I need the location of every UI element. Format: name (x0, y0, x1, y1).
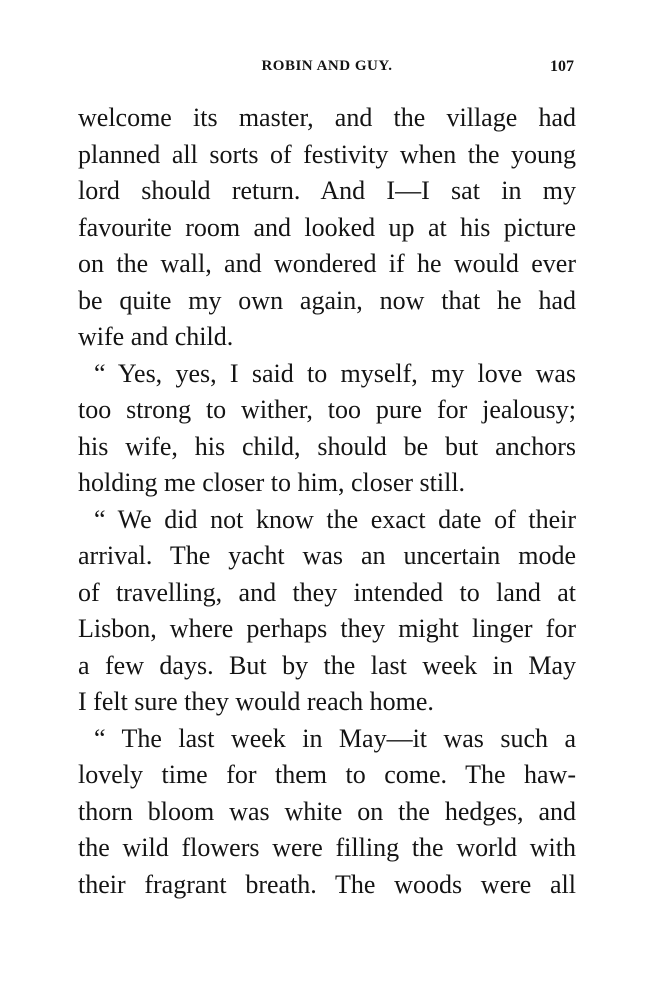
text-line: I felt sure they would reach home. (78, 687, 434, 716)
paragraph-3 (78, 502, 576, 721)
body-text (78, 100, 576, 903)
text-line: a few days. But by the last week in May (78, 650, 576, 680)
running-head (78, 58, 576, 82)
text-line: the wild flowers were filling the world with (78, 833, 576, 862)
text-line: on the wall, and wondered if he would ever (78, 249, 576, 278)
text-line: wife and child. (78, 322, 234, 351)
page-number: 107 (550, 58, 574, 75)
text-line: “ We did not know the exact date of their (94, 504, 576, 534)
text-line: “ The last week in May—it was such a (94, 723, 576, 753)
paragraph-1 (78, 100, 576, 356)
text-line: his wife, his child, should be but anchors (78, 431, 576, 461)
paragraph-2 (78, 356, 576, 502)
text-line: welcome its master, and the village had (78, 103, 576, 132)
text-line: of travelling, and they intended to land at (78, 577, 576, 607)
running-title: ROBIN AND GUY. (261, 58, 393, 74)
paragraph-4 (78, 721, 576, 904)
text-line: planned all sorts of festivity when the young (78, 139, 576, 169)
text-line: thorn bloom was white on the hedges, and (78, 796, 576, 826)
text-line: arrival. The yacht was an uncertain mode (78, 541, 576, 570)
text-line: their fragrant breath. The woods were all (78, 869, 576, 899)
text-line: favourite room and looked up at his picture (78, 212, 576, 242)
text-line: Lisbon, where perhaps they might linger for (78, 614, 576, 643)
text-line: holding me closer to him, closer still. (78, 468, 466, 497)
text-line: lord should return. And I—I sat in my (78, 176, 576, 205)
text-line: lovely time for them to come. The haw- (78, 760, 576, 789)
text-line: “ Yes, yes, I said to myself, my love was (94, 358, 576, 388)
text-line: too strong to wither, too pure for jealousy; (78, 395, 576, 424)
text-line: be quite my own again, now that he had (78, 285, 576, 315)
